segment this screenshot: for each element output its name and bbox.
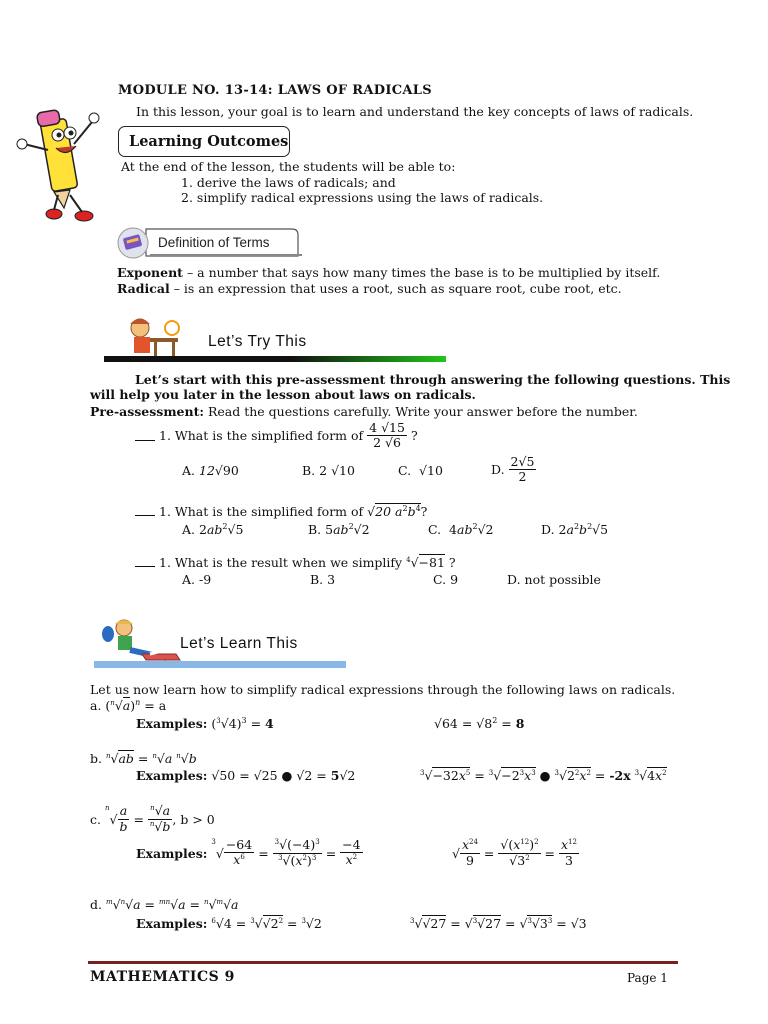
laws-intro: Let us now learn how to simplify radical expressions through the following laws on radicals. bbox=[90, 682, 676, 697]
q3-choice-b: B. 3 bbox=[310, 572, 336, 587]
law-d-example-2: $^3√√27 = √^3√27 = √^3√3^3 = √3$ bbox=[410, 916, 587, 931]
radical-term: Radical bbox=[117, 281, 170, 296]
law-b-example-2: $^3√-32x^5 = ^3√-2^3x^3$ ● $^3√2^2x^2 = -2x$ $^3√4x^2$ bbox=[420, 768, 667, 783]
answer-blank[interactable] bbox=[135, 556, 155, 567]
question-3: 1. What is the result when we simplify $^4$√−81 ? bbox=[135, 555, 456, 570]
q3-choice-a: A. -9 bbox=[182, 572, 212, 587]
law-d: d. $^m$√$^n$√a = $^{mn}$√a = $^n$√$^m$√a bbox=[90, 897, 239, 912]
pre-assessment-instructions bbox=[90, 404, 638, 419]
answer-blank[interactable] bbox=[135, 505, 155, 516]
exponent-term: Exponent bbox=[117, 265, 183, 280]
law-c-condition: , b > 0 bbox=[172, 811, 215, 827]
outcome-item: 1. derive the laws of radicals; and bbox=[181, 175, 396, 190]
learning-outcomes-lead: At the end of the lesson, the students will be able to: bbox=[121, 159, 456, 174]
law-c-example-1: Examples: $^3$ √ $\frac{-64}{x^6}$ = $\frac{^3√(-4)^3}{^3√(x^2)^3}$ = $\frac{-4}{x^2}$ bbox=[136, 837, 361, 868]
definition-of-terms-tab bbox=[116, 226, 306, 260]
radical-definition: – is an expression that uses a root, such as square root, cube root, etc. bbox=[169, 281, 622, 296]
question-2: 1. What is the simplified form of √20 $a^2b^4$? bbox=[135, 504, 427, 519]
q1-choice-d: D. $\frac{2√5}{2}$ bbox=[491, 454, 535, 485]
definition-radical bbox=[117, 281, 622, 296]
learning-outcomes-heading: Learning Outcomes bbox=[118, 126, 290, 157]
q3-choice-d: D. not possible bbox=[507, 572, 601, 587]
law-b-example-1: Examples: √50 = √25 ● √2 = 5√2 bbox=[136, 768, 356, 783]
question-1-text: 1. What is the simplified form of bbox=[159, 428, 364, 444]
pre-assessment-label: Pre-assessment: bbox=[90, 404, 204, 419]
footer-rule bbox=[88, 961, 678, 964]
q1-choice-a: A. 12√90 bbox=[182, 463, 239, 478]
law-a-example-1: Examples: $(^3√4)^3 = 4$ bbox=[136, 716, 274, 732]
q2-choice-a: A. $2ab^2√5$ bbox=[182, 522, 244, 538]
exponent-definition: – a number that says how many times the base is to be multiplied by itself. bbox=[182, 265, 661, 280]
footer-subject: MATHEMATICS 9 bbox=[90, 969, 235, 985]
try-this-heading: Let’s Try This bbox=[208, 333, 307, 350]
question-2-expression: √20 $a^2b^4$ bbox=[367, 504, 421, 520]
law-c-example-2: √ $\frac{x^{24}}{9}$ = $\frac{√(x^{12})^2}{√3^2}$ = $\frac{x^{12}}{3}$ bbox=[452, 837, 577, 868]
q2-choice-d: D. $2a^2b^2√5$ bbox=[541, 522, 609, 538]
q2-choice-c: C. $4ab^2√2$ bbox=[428, 522, 494, 538]
definition-of-terms-heading: Definition of Terms bbox=[158, 235, 270, 250]
footer-page-number: Page 1 bbox=[627, 971, 668, 985]
definition-exponent bbox=[117, 265, 660, 280]
lesson-intro: In this lesson, your goal is to learn and understand the key concepts of laws of radicals. bbox=[136, 104, 694, 119]
law-c: c. $^n$ √ $\frac{a}{b}$ = $\frac{^n√a}{^n√b}$ , b > 0 bbox=[90, 803, 215, 834]
law-a: a. $(^n√a)^n = a$ bbox=[90, 698, 167, 714]
question-1-expression: $\frac{4 √15}{2 √6}$ bbox=[369, 420, 405, 451]
question-3-text: 1. What is the result when we simplify bbox=[159, 555, 403, 570]
law-a-example-2: $√64 = √8^2 = 8$ bbox=[434, 716, 525, 732]
module-title: MODULE NO. 13-14: LAWS OF RADICALS bbox=[118, 83, 432, 98]
q1-choice-c: C. √10 bbox=[398, 463, 443, 478]
law-d-example-1: Examples: $^6√4 = ^3√√2^2 = ^3√2$ bbox=[136, 916, 322, 931]
answer-blank[interactable] bbox=[135, 430, 155, 441]
pre-assessment-intro-line2: will help you later in the lesson about laws on radicals. bbox=[90, 387, 476, 402]
q1-choice-b: B. 2 √10 bbox=[302, 463, 355, 478]
pre-assessment-text: Read the questions carefully. Write your answer before the number. bbox=[203, 404, 638, 419]
learn-this-heading: Let’s Learn This bbox=[180, 635, 298, 652]
law-b: b. $^n$√ab = $^n$√a $^n$√b bbox=[90, 751, 197, 766]
outcome-item: 2. simplify radical expressions using the laws of radicals. bbox=[181, 190, 544, 205]
pre-assessment-intro-line1: Let’s start with this pre-assessment through answering the following questions. This bbox=[135, 372, 731, 387]
question-3-expression: $^4$√−81 bbox=[406, 555, 445, 570]
pencil-mascot-illustration bbox=[14, 100, 104, 225]
question-2-text: 1. What is the simplified form of bbox=[159, 504, 364, 520]
question-1: 1. What is the simplified form of $\frac{4 √15}{2 √6}$ ? bbox=[135, 421, 418, 451]
q2-choice-b: B. $5ab^2√2$ bbox=[308, 522, 370, 538]
q3-choice-c: C. 9 bbox=[433, 572, 459, 587]
